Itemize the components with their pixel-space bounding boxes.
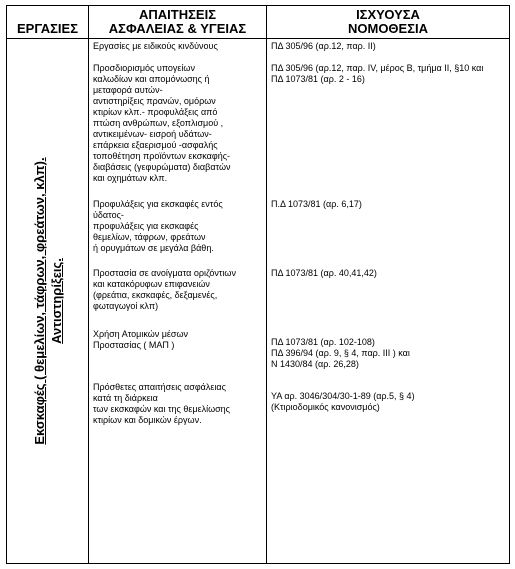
requirement-line: Προσδιορισμός υπογείων — [93, 63, 195, 73]
safety-requirements-table — [6, 5, 510, 564]
legislation-line: ΠΔ 396/94 (αρ. 9, § 4, παρ. ΙΙΙ ) και — [271, 348, 410, 358]
header-legislation-line2: ΝΟΜΟΘΕΣΙΑ — [347, 21, 429, 36]
requirement-line: κτιρίων κλπ.- προφυλάξεις από — [93, 107, 218, 117]
header-legislation-line1: ΙΣΧΥΟΥΣΑ — [356, 7, 420, 22]
category-label — [31, 157, 65, 444]
table-row — [7, 39, 510, 564]
requirement-line: τοποθέτηση προϊόντων εκσκαφής- — [93, 151, 231, 161]
requirement-item — [93, 199, 264, 254]
requirement-line: φωταγωγοί κλπ) — [93, 301, 159, 311]
legislation-line: ΠΔ 305/96 (αρ.12, παρ. ΙV, μέρος Β, τμήμα ΙΙ, §10 και — [271, 63, 484, 73]
requirement-line: καλωδίων και απομόνωσης ή — [93, 74, 210, 84]
header-tasks-label: ΕΡΓΑΣΙΕΣ — [16, 21, 78, 36]
requirement-line: Πρόσθετες απαιτήσεις ασφάλειας — [93, 382, 226, 392]
header-requirements-line1: ΑΠΑΙΤΗΣΕΙΣ — [139, 7, 216, 22]
requirement-line: ύδατος- — [93, 210, 124, 220]
legislation-item — [271, 41, 507, 52]
legislation-line: Ν 1430/84 (αρ. 26,28) — [271, 359, 359, 369]
legislation-item — [271, 63, 507, 85]
requirement-line: επάρκεια εξαερισμού -ασφαλής — [93, 140, 218, 150]
header-requirements-line2: ΑΣΦΑΛΕΙΑΣ & ΥΓΕΙΑΣ — [108, 21, 247, 36]
requirement-item — [93, 382, 264, 426]
requirement-line: και κατακόρυφων επιφανειών — [93, 279, 210, 289]
requirement-line: των εκσκαφών και της θεμελίωσης — [93, 404, 230, 414]
requirement-item — [93, 268, 264, 312]
requirement-line: αντιστηρίξεις πρανών, ομόρων — [93, 96, 216, 106]
header-requirements — [89, 6, 267, 39]
requirement-line: Εργασίες με ειδικούς κινδύνους — [93, 41, 218, 51]
legislation-cell — [267, 39, 510, 564]
header-legislation — [267, 6, 510, 39]
requirement-line: θεμελίων, τάφρων, φρεάτων — [93, 232, 206, 242]
requirement-line: κτιρίων και δομικών έργων. — [93, 415, 202, 425]
legislation-line: ΠΔ 305/96 (αρ.12, παρ. ΙΙ) — [271, 41, 376, 51]
requirement-line: κατά τη διάρκεια — [93, 393, 158, 403]
requirement-item — [93, 41, 264, 52]
legislation-item — [271, 337, 507, 370]
requirements-cell — [89, 39, 267, 564]
requirement-line: διαβάσεις (γεφυρώματα) διαβατών — [93, 162, 231, 172]
requirement-line: Προστασία σε ανοίγματα οριζόντιων — [93, 268, 236, 278]
category-line1: Εκσκαφές ( θεμελίων, τάφρων, φρεάτων, κλπ). — [31, 157, 47, 445]
legislation-line: Π.Δ 1073/81 (αρ. 6,17) — [271, 199, 362, 209]
requirement-item — [93, 329, 264, 351]
table-header-row — [7, 6, 510, 39]
legislation-item — [271, 268, 507, 279]
legislation-line: ΠΔ 1073/81 (αρ. 102-108) — [271, 337, 375, 347]
requirement-line: μεταφορά αυτών- — [93, 85, 163, 95]
requirement-line: Προστασίας ( ΜΑΠ ) — [93, 340, 175, 350]
category-cell — [7, 39, 89, 564]
legislation-line: ΠΔ 1073/81 (αρ. 40,41,42) — [271, 268, 377, 278]
legislation-line: (Κτιριοδομικός κανονισμός) — [271, 402, 380, 412]
requirement-line: Χρήση Ατομικών μέσων — [93, 329, 189, 339]
requirement-line: (φρεάτια, εκσκαφές, δεξαμενές, — [93, 290, 218, 300]
requirement-line: αντικειμένων- εισροή υδάτων- — [93, 129, 212, 139]
legislation-item — [271, 199, 507, 210]
legislation-line: ΠΔ 1073/81 (αρ. 2 - 16) — [271, 74, 365, 84]
category-line2: Αντιστηρίξεις. — [48, 258, 64, 344]
requirement-line: Προφυλάξεις για εκσκαφές εντός — [93, 199, 223, 209]
requirement-item — [93, 63, 264, 184]
requirement-line: και οχημάτων κλπ. — [93, 173, 168, 183]
header-tasks — [7, 6, 89, 39]
requirement-line: πτώση ανθρώπων, εξοπλισμού , — [93, 118, 224, 128]
legislation-item — [271, 391, 507, 413]
requirement-line: ή ορυγμάτων σε μεγάλα βάθη. — [93, 243, 214, 253]
requirement-line: προφυλάξεις για εκσκαφές — [93, 221, 199, 231]
legislation-line: ΥΑ αρ. 3046/304/30-1-89 (αρ.5, § 4) — [271, 391, 415, 401]
